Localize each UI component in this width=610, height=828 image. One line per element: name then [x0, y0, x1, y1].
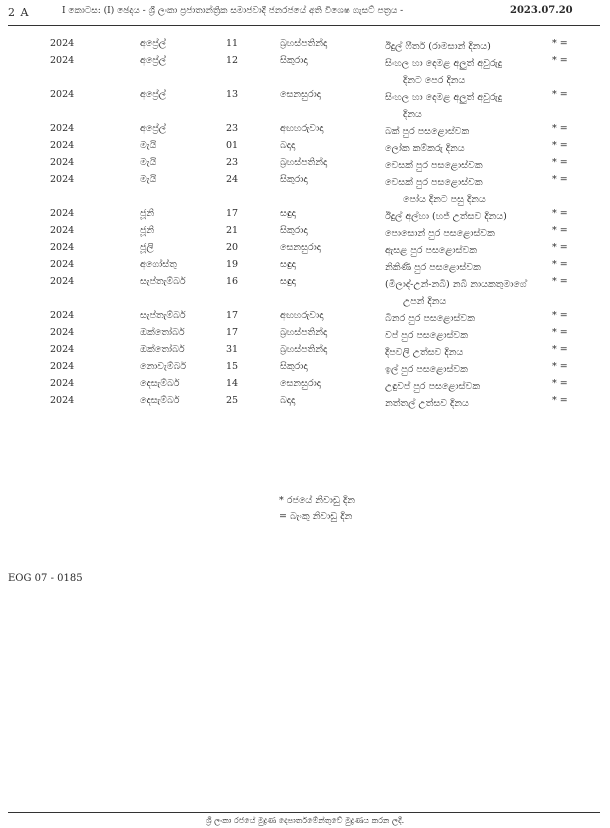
holiday-name — [385, 38, 491, 55]
holiday-weekday: සඳුදා — [280, 208, 296, 219]
holiday-day: 23 — [226, 157, 239, 168]
holiday-weekday: බ්‍රහස්පතින්දා — [280, 157, 328, 168]
holiday-year: 2024 — [50, 395, 75, 406]
holiday-type-marks: * = — [552, 157, 568, 168]
holiday-weekday: බ්‍රහස්පතින්දා — [280, 344, 328, 355]
holiday-name — [385, 123, 469, 140]
holiday-year: 2024 — [50, 242, 75, 253]
holiday-row — [0, 361, 610, 378]
holiday-year: 2024 — [50, 378, 75, 389]
holiday-row — [0, 310, 610, 327]
holiday-month: සැප්තැම්බර් — [140, 310, 186, 321]
holiday-year: 2024 — [50, 55, 75, 66]
holiday-type-marks: * = — [552, 259, 568, 270]
holiday-name-line: බක් පුර පසළොස්වක — [385, 126, 470, 137]
holiday-year: 2024 — [50, 327, 75, 338]
holiday-weekday: සෙනසුරාදා — [280, 378, 321, 389]
holiday-name — [385, 157, 483, 174]
holiday-row — [0, 123, 610, 140]
holiday-year: 2024 — [50, 123, 75, 134]
holiday-type-marks: * = — [552, 89, 568, 100]
holiday-row — [0, 259, 610, 276]
holiday-row — [0, 55, 610, 89]
holiday-weekday: බ්‍රහස්පතින්දා — [280, 327, 328, 338]
holiday-month: මැයි — [140, 174, 157, 185]
holiday-month: මැයි — [140, 140, 157, 151]
holiday-name — [385, 259, 481, 276]
holiday-month: අප්‍රේල් — [140, 38, 167, 49]
holiday-name — [385, 242, 477, 259]
holiday-year: 2024 — [50, 38, 75, 49]
holiday-name-line: බිනර පුර පසළොස්වක — [385, 313, 475, 324]
holiday-month: මැයි — [140, 157, 157, 168]
holiday-year: 2024 — [50, 208, 75, 219]
holiday-name — [385, 327, 468, 344]
document-code: EOG 07 - 0185 — [8, 573, 83, 584]
holiday-weekday: බ්‍රහස්පතින්දා — [280, 38, 328, 49]
holiday-name — [385, 378, 480, 395]
holiday-name-line: වප් පුර පසළොස්වක — [385, 330, 468, 341]
holiday-row — [0, 242, 610, 259]
holiday-type-marks: * = — [552, 123, 568, 134]
holiday-type-marks: * = — [552, 361, 568, 372]
holiday-type-marks: * = — [552, 276, 568, 287]
holiday-name — [385, 140, 465, 157]
header-rule — [8, 25, 600, 26]
legend — [279, 493, 355, 525]
holiday-name-continuation: පෝය දිනට පසු දිනය — [403, 194, 486, 205]
holiday-name-line: වෙසක් පුර පසළොස්වක — [385, 160, 483, 171]
holiday-name — [385, 208, 507, 225]
holiday-month: සැප්තැම්බර් — [140, 276, 186, 287]
holiday-year: 2024 — [50, 361, 75, 372]
holiday-row — [0, 174, 610, 208]
footer-rule — [8, 812, 600, 813]
holiday-row — [0, 225, 610, 242]
holiday-name-line: දීපවලි උත්සව දිනය — [385, 347, 464, 358]
holiday-year: 2024 — [50, 89, 75, 100]
holiday-row — [0, 140, 610, 157]
holiday-day: 14 — [226, 378, 239, 389]
holiday-weekday: සඳුදා — [280, 259, 296, 270]
holiday-row — [0, 344, 610, 361]
holiday-day: 11 — [226, 38, 239, 49]
holiday-year: 2024 — [50, 276, 75, 287]
holiday-row — [0, 38, 610, 55]
holiday-name-line: ඊදුල් අල්හා (හජ් උත්සව දිනය) — [385, 211, 507, 222]
holiday-month: දෙසැම්බර් — [140, 378, 180, 389]
holiday-weekday: බදාදා — [280, 140, 296, 151]
holiday-year: 2024 — [50, 140, 75, 151]
holiday-type-marks: * = — [552, 140, 568, 151]
holiday-type-marks: * = — [552, 327, 568, 338]
holiday-month: අප්‍රේල් — [140, 55, 167, 66]
holiday-month: අප්‍රේල් — [140, 89, 167, 100]
holiday-year: 2024 — [50, 310, 75, 321]
holiday-name — [385, 89, 502, 123]
holiday-row — [0, 378, 610, 395]
holiday-day: 31 — [226, 344, 239, 355]
holiday-weekday: සිකුරාදා — [280, 174, 308, 185]
holiday-name — [385, 276, 527, 310]
holiday-name-line: ඊදුල් ෆීතර් (රාමසාන් දිනය) — [385, 41, 491, 52]
holiday-day: 12 — [226, 55, 239, 66]
holiday-name-line: ඇසළ පුර පසළොස්වක — [385, 245, 478, 256]
gazette-date: 2023.07.20 — [510, 5, 573, 16]
holiday-weekday: සිකුරාදා — [280, 55, 308, 66]
holiday-day: 23 — [226, 123, 239, 134]
holiday-row — [0, 157, 610, 174]
holiday-type-marks: * = — [552, 55, 568, 66]
holiday-weekday: සෙනසුරාදා — [280, 89, 321, 100]
holiday-name — [385, 225, 495, 242]
holiday-name — [385, 310, 475, 327]
holiday-type-marks: * = — [552, 344, 568, 355]
holiday-name-line: නත්තල් උත්සව දිනය — [385, 398, 469, 409]
holiday-name-line: වෙසක් පුර පසළොස්වක — [385, 177, 483, 188]
holiday-name-line: (මිලාද්-උන්-නබි) නබි නායකතුමාගේ — [385, 279, 527, 290]
legend-public-holiday: * රජයේ නිවාඩු දින — [279, 495, 355, 506]
holiday-year: 2024 — [50, 344, 75, 355]
holiday-month: දෙසැම්බර් — [140, 395, 180, 406]
holiday-month: අප්‍රේල් — [140, 123, 167, 134]
holiday-name — [385, 174, 486, 208]
holiday-day: 15 — [226, 361, 239, 372]
holiday-weekday: බදාදා — [280, 395, 296, 406]
holiday-name — [385, 361, 468, 378]
holiday-month: ජූනි — [140, 208, 155, 219]
gazette-title: I කොටස: (I) ඡෙදය - ශ්‍රී ලංකා ප්‍රජාතාන්ත්‍රික සමාජවාදී ජනරජයේ අති විශෙෂ ගැසට් පත්‍රය - — [62, 6, 404, 16]
holiday-weekday: සිකුරාදා — [280, 225, 308, 236]
holiday-weekday: සඳුදා — [280, 276, 296, 287]
holiday-day: 17 — [226, 327, 239, 338]
holiday-weekday: සිකුරාදා — [280, 361, 308, 372]
holiday-row — [0, 89, 610, 123]
holiday-month: නොවැම්බර් — [140, 361, 187, 372]
holiday-day: 16 — [226, 276, 239, 287]
holiday-day: 13 — [226, 89, 239, 100]
holiday-day: 17 — [226, 310, 239, 321]
holiday-name — [385, 395, 469, 412]
holiday-type-marks: * = — [552, 395, 568, 406]
holiday-name-line: ලෝක කම්කරු දිනය — [385, 143, 465, 154]
holiday-day: 19 — [226, 259, 239, 270]
holiday-name — [385, 344, 463, 361]
holiday-name-continuation: දිනට පෙර දිනය — [403, 75, 466, 86]
holiday-day: 21 — [226, 225, 239, 236]
holiday-name-line: උඳුවප් පුර පසළොස්වක — [385, 381, 481, 392]
holiday-day: 20 — [226, 242, 239, 253]
holiday-year: 2024 — [50, 174, 75, 185]
holiday-weekday: අඟහරුවාදා — [280, 310, 324, 321]
holiday-name-line: සිංහල හා දෙමළ අලුත් අවුරුදු — [385, 92, 503, 103]
holiday-type-marks: * = — [552, 310, 568, 321]
holiday-row — [0, 395, 610, 412]
holiday-day: 25 — [226, 395, 239, 406]
printer-imprint: ශ්‍රී ලංකා රජයේ මුද්‍රණ දෙපාර්තමේන්තුවේ මුද්‍රණය කරන ලදී. — [205, 816, 405, 825]
holiday-month: ජූනි — [140, 225, 155, 236]
holiday-weekday: සෙනසුරාදා — [280, 242, 321, 253]
legend-bank-holiday: = බැංකු නිවාඩු දින — [279, 511, 353, 522]
holiday-name-line: පොසොන් පුර පසළොස්වක — [385, 228, 495, 239]
holiday-type-marks: * = — [552, 378, 568, 389]
holiday-name-line: ඉල් පුර පසළොස්වක — [385, 364, 468, 375]
holiday-day: 17 — [226, 208, 239, 219]
holiday-row — [0, 327, 610, 344]
holiday-year: 2024 — [50, 225, 75, 236]
holiday-type-marks: * = — [552, 38, 568, 49]
gazette-header — [0, 0, 610, 26]
holiday-year: 2024 — [50, 259, 75, 270]
holiday-type-marks: * = — [552, 242, 568, 253]
holiday-month: අගෝස්තු — [140, 259, 177, 270]
holiday-type-marks: * = — [552, 174, 568, 185]
holiday-month: ඔක්තෝබර් — [140, 327, 185, 338]
holiday-name — [385, 55, 502, 89]
holiday-name-continuation: උපන් දිනය — [403, 296, 447, 307]
holiday-row — [0, 276, 610, 310]
holiday-year: 2024 — [50, 157, 75, 168]
page-number: 2 A — [8, 6, 30, 19]
holiday-type-marks: * = — [552, 225, 568, 236]
holiday-table — [0, 38, 610, 412]
holiday-name-continuation: දිනය — [403, 109, 422, 120]
holiday-type-marks: * = — [552, 208, 568, 219]
holiday-month: ජූලි — [140, 242, 154, 253]
holiday-day: 24 — [226, 174, 239, 185]
holiday-month: ඔක්තෝබර් — [140, 344, 185, 355]
holiday-name-line: සිංහල හා දෙමළ අලුත් අවුරුදු — [385, 58, 503, 69]
holiday-weekday: අඟහරුවාදා — [280, 123, 324, 134]
holiday-row — [0, 208, 610, 225]
holiday-name-line: නිකිණි පුර පසළොස්වක — [385, 262, 481, 273]
holiday-day: 01 — [226, 140, 239, 151]
